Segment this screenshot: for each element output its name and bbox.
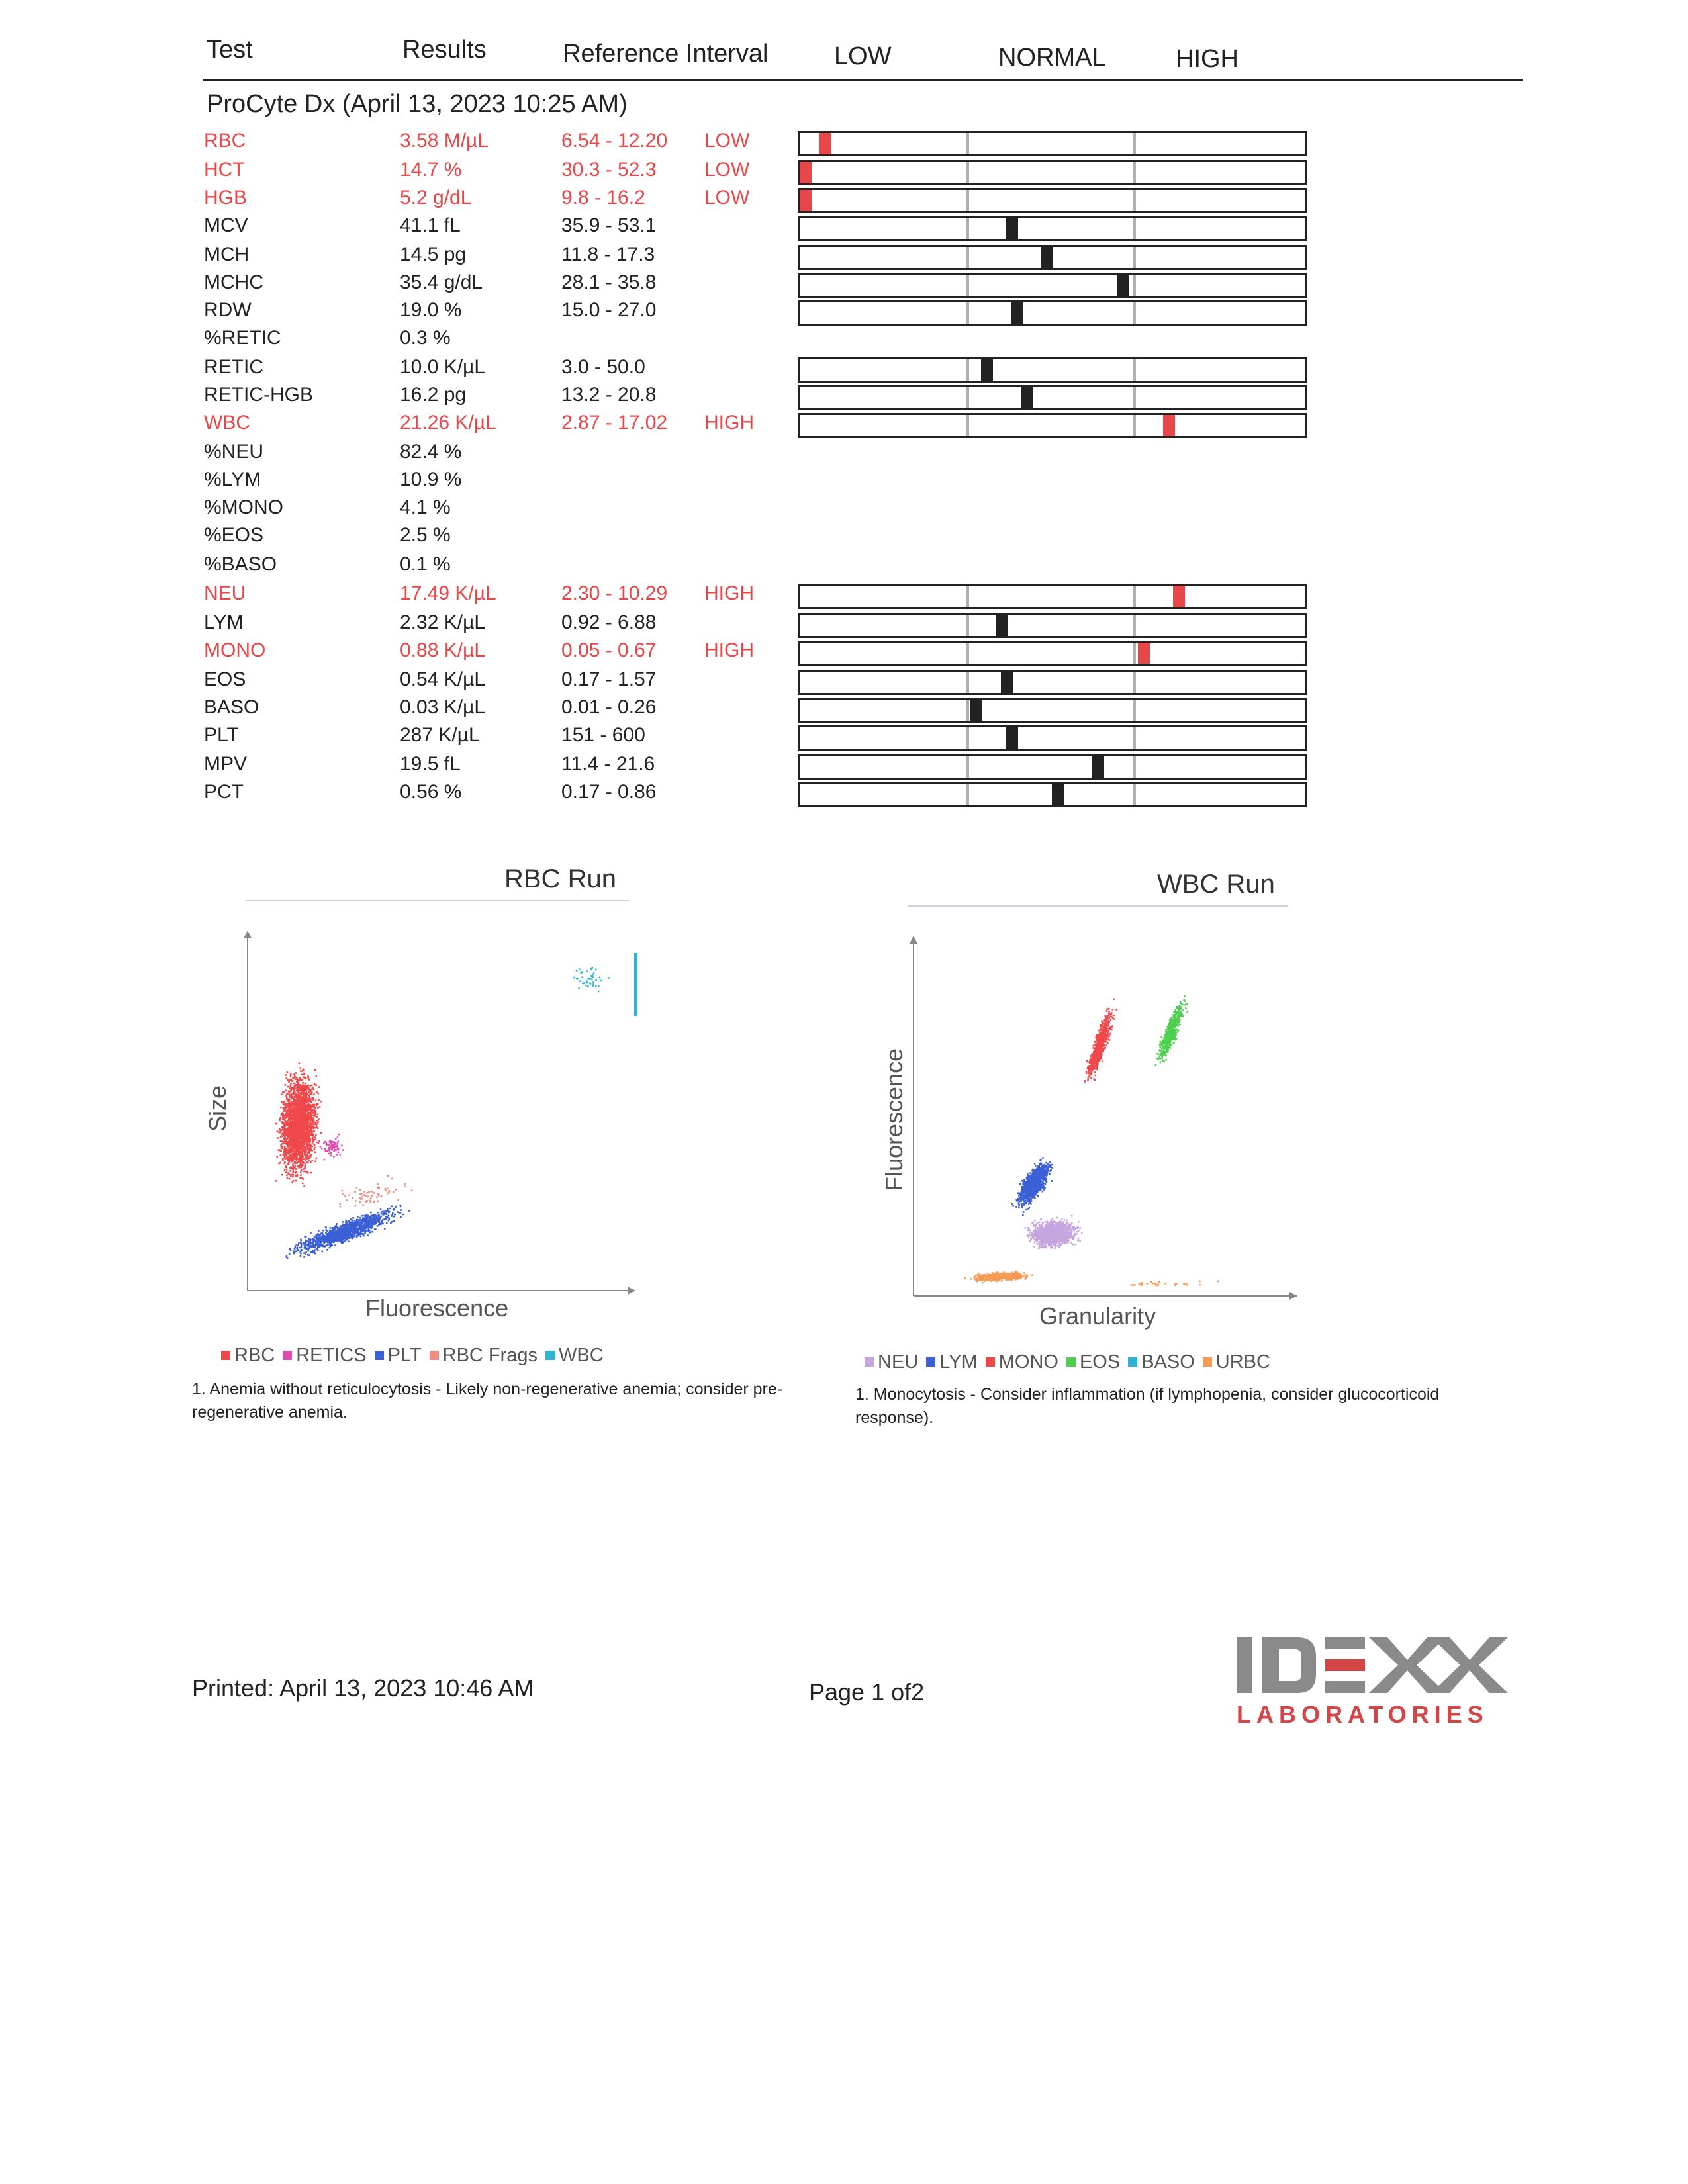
range-gridline [1133, 727, 1136, 749]
result-value: 0.56 % [400, 781, 462, 803]
level-bar [798, 245, 1307, 270]
range-gridline [966, 727, 969, 749]
reference-interval: 30.3 - 52.3 [561, 159, 657, 181]
test-name: RETIC [204, 356, 263, 378]
range-gridline [1133, 218, 1136, 239]
neu-cloud [1024, 1215, 1082, 1249]
test-name: %RETIC [204, 327, 281, 349]
level-marker [1138, 643, 1150, 664]
range-gridline [1133, 133, 1136, 154]
level-marker [1117, 275, 1129, 296]
result-value: 2.5 % [400, 524, 451, 546]
level-marker [1052, 784, 1064, 805]
legend-swatch [545, 1351, 555, 1360]
legend-label: PLT [387, 1345, 422, 1366]
rbc-run-note: 1. Anemia without reticulocytosis - Likely non-regenerative anemia; consider pre-regenerative anemia. [192, 1380, 783, 1422]
result-value: 0.1 % [400, 553, 451, 575]
result-value: 4.1 % [400, 496, 451, 518]
level-bar [798, 698, 1307, 723]
test-name: HGB [204, 187, 248, 208]
reference-interval: 9.8 - 16.2 [561, 187, 645, 208]
legend-swatch [221, 1351, 230, 1360]
header-low: LOW [834, 42, 892, 70]
level-bar [798, 216, 1307, 241]
range-gridline [1133, 162, 1136, 183]
legend-item [375, 1345, 422, 1366]
range-gridline [966, 415, 969, 436]
result-flag: HIGH [704, 582, 754, 604]
range-gridline [1133, 190, 1136, 211]
rbc-run-title: RBC Run [504, 864, 616, 893]
range-gridline [966, 756, 969, 778]
header-normal: NORMAL [998, 44, 1106, 71]
result-value: 2.32 K/µL [400, 612, 486, 633]
range-gridline [1133, 359, 1136, 381]
level-marker [1001, 672, 1013, 693]
range-gridline [1133, 756, 1136, 778]
level-bar [798, 188, 1307, 213]
rbc-frags-cloud [339, 1175, 412, 1208]
result-value: 14.5 pg [400, 244, 467, 265]
legend-label: WBC [559, 1345, 604, 1366]
test-name: BASO [204, 696, 259, 718]
legend-label: EOS [1079, 1351, 1121, 1373]
legend-swatch [1066, 1357, 1076, 1367]
test-name: PCT [204, 781, 244, 803]
range-gridline [1133, 672, 1136, 693]
result-value: 5.2 g/dL [400, 187, 472, 208]
range-gridline [966, 302, 969, 324]
range-gridline [1133, 700, 1136, 721]
reference-interval: 2.87 - 17.02 [561, 412, 668, 433]
test-name: MPV [204, 753, 248, 775]
range-gridline [966, 615, 969, 636]
level-marker [1006, 727, 1018, 749]
result-value: 41.1 fL [400, 214, 461, 236]
level-bar [798, 613, 1307, 638]
rbc-cloud [275, 1063, 322, 1187]
reference-interval: 0.17 - 0.86 [561, 781, 657, 803]
legend-label: LYM [939, 1351, 978, 1373]
lym-cloud [1011, 1157, 1053, 1216]
legend-item [986, 1351, 1058, 1373]
result-value: 21.26 K/µL [400, 412, 496, 433]
legend-label: NEU [878, 1351, 919, 1373]
reference-interval: 15.0 - 27.0 [561, 299, 657, 321]
result-value: 287 K/µL [400, 724, 480, 746]
result-flag: HIGH [704, 639, 754, 661]
level-bar [798, 641, 1307, 666]
level-marker [800, 162, 812, 183]
printed-date: Printed: April 13, 2023 10:46 AM [192, 1674, 534, 1702]
level-bar [798, 413, 1307, 438]
urbc-cloud [964, 1271, 1033, 1284]
level-marker [1006, 218, 1018, 239]
test-name: %BASO [204, 553, 277, 575]
reference-interval: 6.54 - 12.20 [561, 130, 668, 152]
range-gridline [1133, 275, 1136, 296]
result-value: 0.54 K/µL [400, 668, 486, 690]
result-value: 0.3 % [400, 327, 451, 349]
result-flag: LOW [704, 187, 750, 208]
range-gridline [1133, 615, 1136, 636]
range-gridline [966, 643, 969, 664]
test-name: RBC [204, 130, 246, 152]
reference-interval: 11.4 - 21.6 [561, 753, 655, 775]
level-marker [996, 615, 1008, 636]
result-row [0, 327, 1688, 355]
result-value: 35.4 g/dL [400, 271, 483, 293]
header-rule [203, 79, 1523, 81]
test-name: LYM [204, 612, 244, 633]
legend-label: URBC [1215, 1351, 1270, 1373]
reference-interval: 11.8 - 17.3 [561, 244, 655, 265]
level-bar [798, 725, 1307, 751]
legend-label: BASO [1141, 1351, 1195, 1373]
wbc-run-scatter [900, 932, 1297, 1302]
legend-swatch [1203, 1357, 1212, 1367]
legend-swatch [926, 1357, 935, 1367]
test-name: WBC [204, 412, 250, 433]
wbc-run-title-underline [908, 905, 1288, 907]
retics-cloud [318, 1134, 344, 1161]
result-flag: HIGH [704, 412, 754, 433]
range-gridline [1133, 643, 1136, 664]
level-marker [1173, 586, 1185, 607]
legend-item [865, 1351, 918, 1373]
legend-item [545, 1345, 604, 1366]
result-value: 16.2 pg [400, 384, 467, 406]
result-value: 19.0 % [400, 299, 462, 321]
result-value: 19.5 fL [400, 753, 461, 775]
legend-item [221, 1345, 275, 1366]
test-name: RDW [204, 299, 252, 321]
wbc-run-xlabel: Granularity [1039, 1302, 1156, 1330]
legend-item [283, 1345, 366, 1366]
reference-interval: 28.1 - 35.8 [561, 271, 657, 293]
legend-item [430, 1345, 538, 1366]
range-gridline [1133, 247, 1136, 268]
section-title: ProCyte Dx (April 13, 2023 10:25 AM) [207, 90, 628, 118]
reference-interval: 2.30 - 10.29 [561, 582, 668, 604]
result-value: 0.03 K/µL [400, 696, 486, 718]
test-name: MCH [204, 244, 250, 265]
range-gridline [966, 784, 969, 805]
range-gridline [966, 275, 969, 296]
wbc-run-axes [910, 936, 1297, 1300]
level-bar [798, 300, 1307, 326]
header-results: Results [402, 36, 487, 64]
test-name: NEU [204, 582, 246, 604]
level-bar [798, 754, 1307, 780]
range-gridline [966, 162, 969, 183]
range-gridline [1133, 784, 1136, 805]
result-value: 17.49 K/µL [400, 582, 496, 604]
level-marker [1163, 415, 1175, 436]
reference-interval: 35.9 - 53.1 [561, 214, 657, 236]
range-gridline [1133, 302, 1136, 324]
result-row [0, 553, 1688, 582]
reference-interval: 13.2 - 20.8 [561, 384, 657, 406]
legend-swatch [283, 1351, 292, 1360]
legend-swatch [375, 1351, 384, 1360]
reference-interval: 0.01 - 0.26 [561, 696, 657, 718]
legend-label: RBC Frags [442, 1345, 538, 1366]
range-gridline [1133, 415, 1136, 436]
level-bar [798, 160, 1307, 185]
header-test: Test [207, 36, 253, 64]
page-number: Page 1 of2 [809, 1678, 925, 1706]
range-gridline [966, 218, 969, 239]
result-value: 10.9 % [400, 469, 462, 490]
mono-cloud [1084, 998, 1117, 1082]
level-bar [798, 670, 1307, 695]
wbc-run-note: 1. Monocytosis - Consider inflammation (if lymphopenia, consider glucocorticoid response). [855, 1385, 1440, 1427]
eos-cloud [1155, 995, 1188, 1066]
range-gridline [1133, 387, 1136, 408]
level-bar [798, 782, 1307, 807]
wbc-run-ylabel: Fluorescence [880, 1048, 908, 1191]
test-name: %NEU [204, 441, 264, 463]
test-name: MCV [204, 214, 248, 236]
reference-interval: 0.05 - 0.67 [561, 639, 657, 661]
test-name: HCT [204, 159, 245, 181]
wbc-run-legend [865, 1351, 1278, 1373]
test-name: MONO [204, 639, 266, 661]
test-name: %EOS [204, 524, 264, 546]
plt-cloud [286, 1205, 410, 1259]
header-reference: Reference Interval [563, 40, 769, 68]
level-marker [819, 133, 831, 154]
header-high: HIGH [1176, 45, 1239, 73]
wbc-run-title: WBC Run [1157, 870, 1275, 899]
test-name: %LYM [204, 469, 261, 490]
result-row [0, 441, 1688, 469]
reference-interval: 3.0 - 50.0 [561, 356, 645, 378]
legend-item [1128, 1351, 1195, 1373]
legend-item [926, 1351, 977, 1373]
range-gridline [966, 359, 969, 381]
urbc-tail [1131, 1281, 1219, 1287]
result-value: 10.0 K/µL [400, 356, 486, 378]
rbc-run-title-underline [245, 900, 629, 901]
legend-swatch [865, 1357, 874, 1367]
level-marker [970, 700, 982, 721]
level-marker [1011, 302, 1023, 324]
result-value: 14.7 % [400, 159, 462, 181]
range-gridline [966, 700, 969, 721]
wbc-cloud [573, 967, 609, 992]
rbc-run-xlabel: Fluorescence [365, 1295, 509, 1322]
range-gridline [1133, 586, 1136, 607]
reference-interval: 0.92 - 6.88 [561, 612, 657, 633]
level-bar [798, 584, 1307, 609]
legend-label: MONO [998, 1351, 1058, 1373]
result-value: 0.88 K/µL [400, 639, 486, 661]
legend-item [1203, 1351, 1270, 1373]
range-gridline [966, 672, 969, 693]
level-bar [798, 385, 1307, 410]
range-gridline [966, 247, 969, 268]
result-row [0, 496, 1688, 525]
level-marker [800, 190, 812, 211]
rbc-run-legend [221, 1345, 612, 1367]
test-name: EOS [204, 668, 246, 690]
result-value: 82.4 % [400, 441, 462, 463]
level-bar [798, 273, 1307, 298]
result-row [0, 524, 1688, 553]
legend-swatch [1128, 1357, 1137, 1367]
test-name: PLT [204, 724, 239, 746]
legend-swatch [986, 1357, 995, 1367]
reference-interval: 0.17 - 1.57 [561, 668, 657, 690]
rbc-run-scatter [238, 927, 649, 1297]
test-name: %MONO [204, 496, 283, 518]
range-gridline [966, 133, 969, 154]
legend-swatch [430, 1351, 439, 1360]
test-name: MCHC [204, 271, 263, 293]
result-row [0, 469, 1688, 497]
range-gridline [966, 387, 969, 408]
idexx-laboratories: LABORATORIES [1237, 1701, 1489, 1728]
level-bar [798, 357, 1307, 383]
rbc-run-ylabel: Size [204, 1085, 231, 1132]
legend-label: RBC [234, 1345, 275, 1366]
level-marker [1041, 247, 1053, 268]
level-marker [1092, 756, 1104, 778]
result-flag: LOW [704, 159, 750, 181]
level-marker [981, 359, 993, 381]
result-flag: LOW [704, 130, 750, 152]
result-value: 3.58 M/µL [400, 130, 489, 152]
legend-label: RETICS [296, 1345, 367, 1366]
level-marker [1021, 387, 1033, 408]
range-gridline [966, 586, 969, 607]
legend-item [1066, 1351, 1120, 1373]
idexx-logo [1237, 1637, 1508, 1693]
reference-interval: 151 - 600 [561, 724, 645, 746]
range-gridline [966, 190, 969, 211]
level-bar [798, 131, 1307, 156]
test-name: RETIC-HGB [204, 384, 313, 406]
